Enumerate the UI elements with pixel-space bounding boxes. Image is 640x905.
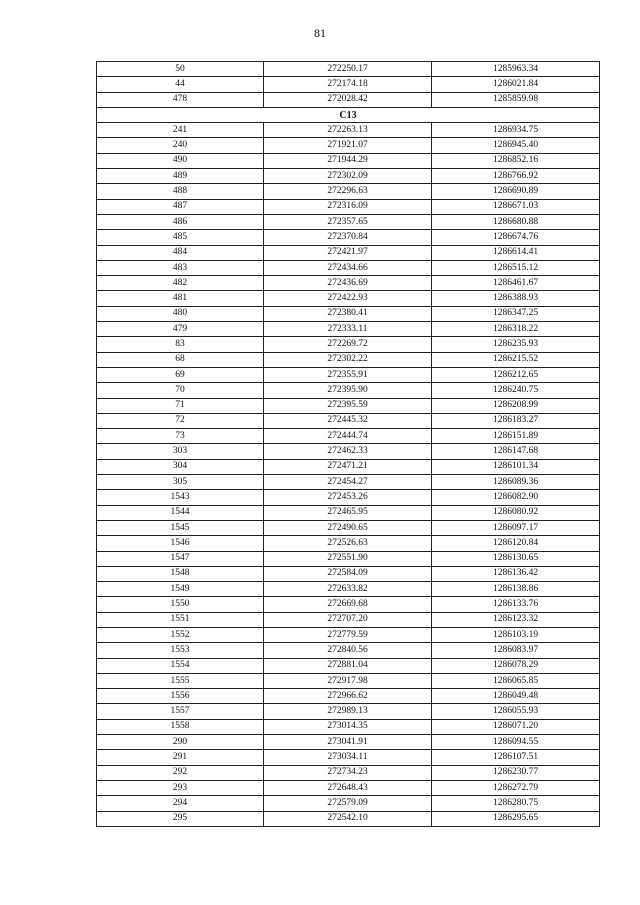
point-number-cell: 291 [97,750,264,765]
point-number-cell: 481 [97,291,264,306]
point-number-cell: 489 [97,169,264,184]
point-number-cell: 478 [97,92,264,107]
table-row [97,92,600,107]
table-row [97,413,600,428]
y-coordinate-cell: 1286945.40 [432,138,600,153]
y-coordinate-cell: 1286208.99 [432,398,600,413]
y-coordinate-cell: 1286240.75 [432,383,600,398]
point-number-cell: 68 [97,352,264,367]
y-coordinate-cell: 1286107.51 [432,750,600,765]
table-row [97,658,600,673]
y-coordinate-cell: 1286671.03 [432,199,600,214]
table-row [97,276,600,291]
point-number-cell: 486 [97,214,264,229]
x-coordinate-cell: 272421.97 [264,245,432,260]
coordinates-table-body [97,62,600,827]
x-coordinate-cell: 272269.72 [264,337,432,352]
y-coordinate-cell: 1286082.90 [432,490,600,505]
x-coordinate-cell: 272355.91 [264,367,432,382]
point-number-cell: 50 [97,62,264,77]
table-row [97,153,600,168]
table-row [97,138,600,153]
point-number-cell: 295 [97,811,264,826]
point-number-cell: 490 [97,153,264,168]
section-label: C13 [97,107,600,122]
point-number-cell: 303 [97,444,264,459]
x-coordinate-cell: 272250.17 [264,62,432,77]
x-coordinate-cell: 272989.13 [264,704,432,719]
table-row [97,704,600,719]
x-coordinate-cell: 273014.35 [264,719,432,734]
x-coordinate-cell: 272471.21 [264,459,432,474]
x-coordinate-cell: 272453.26 [264,490,432,505]
point-number-cell: 1543 [97,490,264,505]
table-row [97,214,600,229]
x-coordinate-cell: 272917.98 [264,673,432,688]
x-coordinate-cell: 272551.90 [264,551,432,566]
table-row [97,62,600,77]
point-number-cell: 292 [97,765,264,780]
point-number-cell: 293 [97,780,264,795]
point-number-cell: 479 [97,322,264,337]
table-row [97,444,600,459]
x-coordinate-cell: 272542.10 [264,811,432,826]
x-coordinate-cell: 272490.65 [264,520,432,535]
x-coordinate-cell: 272669.68 [264,597,432,612]
table-row [97,796,600,811]
point-number-cell: 294 [97,796,264,811]
y-coordinate-cell: 1286212.65 [432,367,600,382]
y-coordinate-cell: 1286097.17 [432,520,600,535]
y-coordinate-cell: 1286388.93 [432,291,600,306]
y-coordinate-cell: 1286147.68 [432,444,600,459]
point-number-cell: 1552 [97,627,264,642]
x-coordinate-cell: 272370.84 [264,230,432,245]
point-number-cell: 1549 [97,582,264,597]
table-row [97,245,600,260]
x-coordinate-cell: 272263.13 [264,123,432,138]
y-coordinate-cell: 1286461.67 [432,276,600,291]
point-number-cell: 1553 [97,643,264,658]
y-coordinate-cell: 1286295.65 [432,811,600,826]
y-coordinate-cell: 1286120.84 [432,536,600,551]
x-coordinate-cell: 272422.93 [264,291,432,306]
y-coordinate-cell: 1286133.76 [432,597,600,612]
table-row [97,383,600,398]
y-coordinate-cell: 1286103.19 [432,627,600,642]
point-number-cell: 70 [97,383,264,398]
point-number-cell: 44 [97,77,264,92]
y-coordinate-cell: 1286852.16 [432,153,600,168]
y-coordinate-cell: 1286101.34 [432,459,600,474]
table-row [97,719,600,734]
point-number-cell: 1548 [97,566,264,581]
x-coordinate-cell: 272526.63 [264,536,432,551]
y-coordinate-cell: 1286766.92 [432,169,600,184]
point-number-cell: 1547 [97,551,264,566]
table-row [97,291,600,306]
table-row [97,352,600,367]
y-coordinate-cell: 1286235.93 [432,337,600,352]
x-coordinate-cell: 272445.32 [264,413,432,428]
table-row [97,490,600,505]
x-coordinate-cell: 272707.20 [264,612,432,627]
y-coordinate-cell: 1286078.29 [432,658,600,673]
x-coordinate-cell: 272444.74 [264,429,432,444]
point-number-cell: 305 [97,475,264,490]
y-coordinate-cell: 1286183.27 [432,413,600,428]
y-coordinate-cell: 1286055.93 [432,704,600,719]
point-number-cell: 484 [97,245,264,260]
x-coordinate-cell: 272316.09 [264,199,432,214]
table-row [97,337,600,352]
x-coordinate-cell: 272434.66 [264,260,432,275]
point-number-cell: 1554 [97,658,264,673]
y-coordinate-cell: 1286674.76 [432,230,600,245]
table-row [97,123,600,138]
table-row [97,689,600,704]
table-row [97,184,600,199]
y-coordinate-cell: 1286934.75 [432,123,600,138]
table-row [97,520,600,535]
point-number-cell: 304 [97,459,264,474]
point-number-cell: 290 [97,735,264,750]
table-row [97,811,600,826]
y-coordinate-cell: 1286136.42 [432,566,600,581]
y-coordinate-cell: 1286151.89 [432,429,600,444]
point-number-cell: 1551 [97,612,264,627]
x-coordinate-cell: 272380.41 [264,306,432,321]
table-row [97,367,600,382]
y-coordinate-cell: 1286130.65 [432,551,600,566]
x-coordinate-cell: 272465.95 [264,505,432,520]
table-row [97,260,600,275]
table-row [97,643,600,658]
table-row [97,429,600,444]
x-coordinate-cell: 272840.56 [264,643,432,658]
table-row [97,230,600,245]
table-row [97,551,600,566]
x-coordinate-cell: 272454.27 [264,475,432,490]
page-number: 81 [314,26,326,40]
x-coordinate-cell: 272357.65 [264,214,432,229]
y-coordinate-cell: 1286614.41 [432,245,600,260]
coordinates-table [96,61,600,827]
x-coordinate-cell: 272395.59 [264,398,432,413]
y-coordinate-cell: 1286065.85 [432,673,600,688]
x-coordinate-cell: 272333.11 [264,322,432,337]
table-row [97,673,600,688]
y-coordinate-cell: 1286123.32 [432,612,600,627]
point-number-cell: 1555 [97,673,264,688]
x-coordinate-cell: 273041.91 [264,735,432,750]
table-row [97,597,600,612]
x-coordinate-cell: 272779.59 [264,627,432,642]
table-row [97,780,600,795]
point-number-cell: 487 [97,199,264,214]
y-coordinate-cell: 1286089.36 [432,475,600,490]
point-number-cell: 480 [97,306,264,321]
point-number-cell: 1545 [97,520,264,535]
table-row [97,322,600,337]
table-row [97,505,600,520]
y-coordinate-cell: 1286094.55 [432,735,600,750]
x-coordinate-cell: 272579.09 [264,796,432,811]
point-number-cell: 71 [97,398,264,413]
point-number-cell: 482 [97,276,264,291]
point-number-cell: 73 [97,429,264,444]
x-coordinate-cell: 272584.09 [264,566,432,581]
point-number-cell: 488 [97,184,264,199]
table-row [97,536,600,551]
x-coordinate-cell: 272734.23 [264,765,432,780]
x-coordinate-cell: 272028.42 [264,92,432,107]
table-row [97,199,600,214]
y-coordinate-cell: 1285859.98 [432,92,600,107]
y-coordinate-cell: 1286515.12 [432,260,600,275]
section-header-row [97,107,600,122]
table-row [97,582,600,597]
table-row [97,306,600,321]
table-row [97,627,600,642]
point-number-cell: 240 [97,138,264,153]
x-coordinate-cell: 272881.04 [264,658,432,673]
y-coordinate-cell: 1286690.89 [432,184,600,199]
point-number-cell: 241 [97,123,264,138]
x-coordinate-cell: 272436.69 [264,276,432,291]
point-number-cell: 1557 [97,704,264,719]
y-coordinate-cell: 1286083.97 [432,643,600,658]
x-coordinate-cell: 272302.22 [264,352,432,367]
point-number-cell: 1546 [97,536,264,551]
y-coordinate-cell: 1286215.52 [432,352,600,367]
y-coordinate-cell: 1286080.92 [432,505,600,520]
x-coordinate-cell: 272648.43 [264,780,432,795]
point-number-cell: 1550 [97,597,264,612]
y-coordinate-cell: 1285963.34 [432,62,600,77]
x-coordinate-cell: 272966.62 [264,689,432,704]
x-coordinate-cell: 272296.63 [264,184,432,199]
table-row [97,475,600,490]
x-coordinate-cell: 272174.18 [264,77,432,92]
table-row [97,77,600,92]
x-coordinate-cell: 272302.09 [264,169,432,184]
x-coordinate-cell: 272633.82 [264,582,432,597]
point-number-cell: 72 [97,413,264,428]
point-number-cell: 485 [97,230,264,245]
table-row [97,735,600,750]
table-row [97,169,600,184]
point-number-cell: 83 [97,337,264,352]
point-number-cell: 483 [97,260,264,275]
table-row [97,459,600,474]
y-coordinate-cell: 1286272.79 [432,780,600,795]
point-number-cell: 1556 [97,689,264,704]
y-coordinate-cell: 1286049.48 [432,689,600,704]
point-number-cell: 1544 [97,505,264,520]
x-coordinate-cell: 272462.33 [264,444,432,459]
y-coordinate-cell: 1286680.88 [432,214,600,229]
y-coordinate-cell: 1286138.86 [432,582,600,597]
x-coordinate-cell: 271944.29 [264,153,432,168]
table-row [97,765,600,780]
x-coordinate-cell: 271921.07 [264,138,432,153]
y-coordinate-cell: 1286347.25 [432,306,600,321]
point-number-cell: 1558 [97,719,264,734]
y-coordinate-cell: 1286021.84 [432,77,600,92]
table-row [97,750,600,765]
x-coordinate-cell: 273034.11 [264,750,432,765]
x-coordinate-cell: 272395.90 [264,383,432,398]
y-coordinate-cell: 1286318.22 [432,322,600,337]
y-coordinate-cell: 1286230.77 [432,765,600,780]
y-coordinate-cell: 1286071.20 [432,719,600,734]
table-row [97,566,600,581]
table-row [97,398,600,413]
point-number-cell: 69 [97,367,264,382]
table-row [97,612,600,627]
y-coordinate-cell: 1286280.75 [432,796,600,811]
